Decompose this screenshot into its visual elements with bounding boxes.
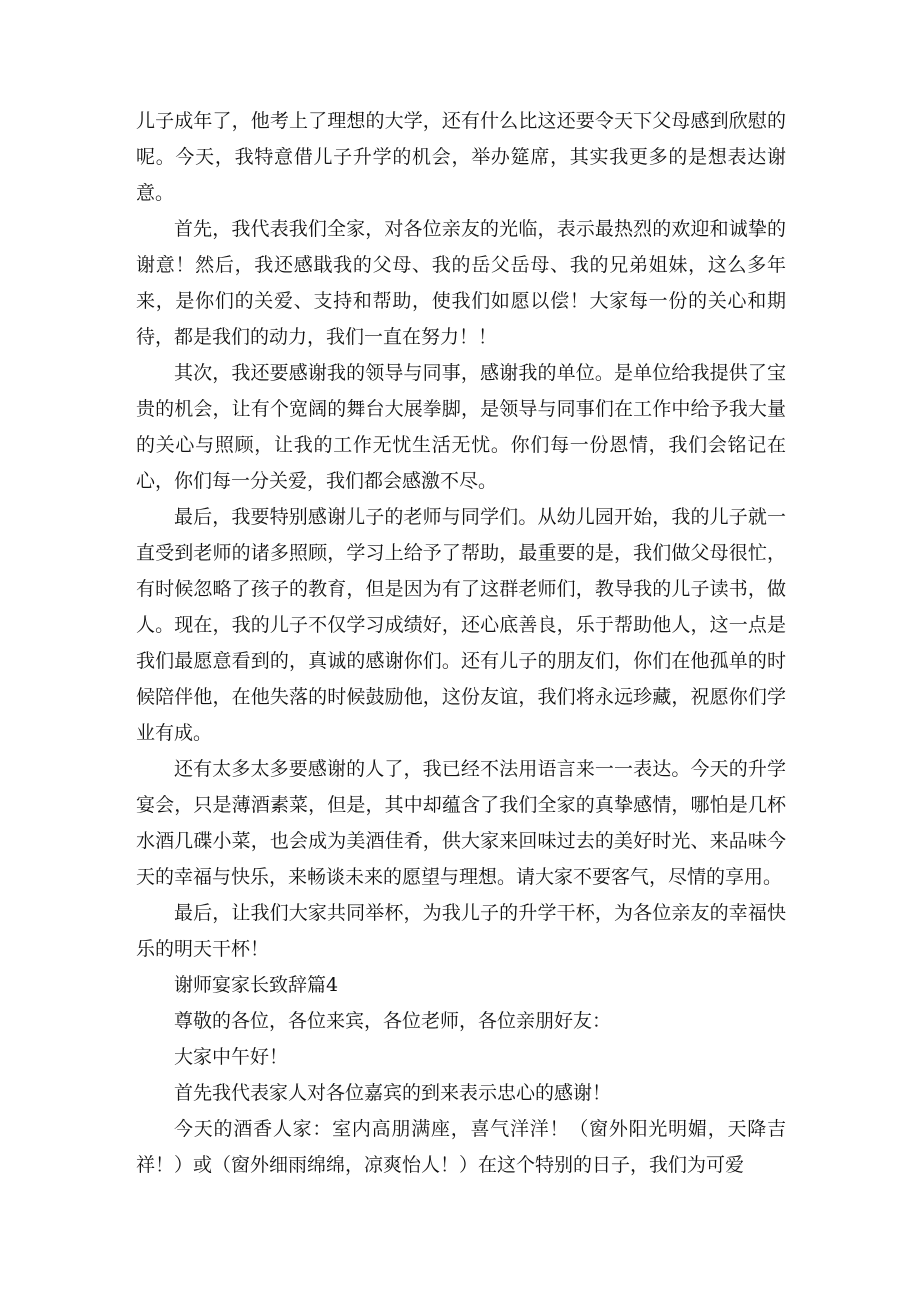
paragraph-thanks-colleagues: 其次，我还要感谢我的领导与同事，感谢我的单位。是单位给我提供了宝贵的机会，让有个宽阔的舞台大展拳脚，是领导与同事们在工作中给予我大量的关心与照顾，让我的工作无忧生活无忧。你们每一份恩情，我们会铭记在心，你们每一分关爱，我们都会感激不尽。 <box>136 362 786 492</box>
paragraph-occasion: 今天的酒香人家：室内高朋满座，喜气洋洋！（窗外阳光明媚，天降吉祥！）或（窗外细雨绵绵，凉爽怡人！）在这个特别的日子，我们为可爱 <box>136 1118 786 1176</box>
paragraph-greeting: 大家中午好！ <box>174 1046 289 1068</box>
paragraph-thanks-teachers: 最后，我要特别感谢儿子的老师与同学们。从幼儿园开始，我的儿子就一直受到老师的诸多照顾，学习上给予了帮助，最重要的是，我们做父母很忙，有时候忽略了孩子的教育，但是因为有了这群老师们，教导我的儿子读书，做人。现在，我的儿子不仅学习成绩好，还心底善良，乐于帮助他人，这一点是我们最愿意看到的，真诚的感谢你们。还有儿子的朋友们，你们在他孤单的时候陪伴他，在他失落的时候鼓励他，这份友谊，我们将永远珍藏，祝愿你们学业有成。 <box>136 506 786 744</box>
paragraph-intro: 儿子成年了，他考上了理想的大学，还有什么比这还要令天下父母感到欣慰的呢。今天，我特意借儿子升学的机会，举办筵席，其实我更多的是想表达谢意。 <box>136 110 786 204</box>
paragraph-toast: 最后，让我们大家共同举杯，为我儿子的升学干杯，为各位亲友的幸福快乐的明天干杯！ <box>136 902 786 960</box>
paragraph-welcome: 首先我代表家人对各位嘉宾的到来表示忠心的感谢！ <box>174 1082 612 1104</box>
document-page <box>136 103 786 1183</box>
paragraph-banquet: 还有太多太多要感谢的人了，我已经不法用语言来一一表达。今天的升学宴会，只是薄酒素菜，但是，其中却蕴含了我们全家的真挚感情，哪怕是几杯水酒几碟小菜，也会成为美酒佳肴，供大家来回味过去的美好时光、来品味今天的幸福与快乐，来畅谈未来的愿望与理想。请大家不要客气，尽情的享用。 <box>136 758 786 888</box>
paragraph-thanks-family: 首先，我代表我们全家，对各位亲友的光临，表示最热烈的欢迎和诚挚的谢意！然后，我还感戢我的父母、我的岳父岳母、我的兄弟姐妹，这么多年来，是你们的关爱、支持和帮助，使我们如愿以偿！大家每一份的关心和期待，都是我们的动力，我们一直在努力！！ <box>136 218 786 348</box>
section-heading: 谢师宴家长致辞篇4 <box>174 974 339 996</box>
paragraph-salutation: 尊敬的各位，各位来宾，各位老师，各位亲朋好友： <box>174 1010 612 1032</box>
